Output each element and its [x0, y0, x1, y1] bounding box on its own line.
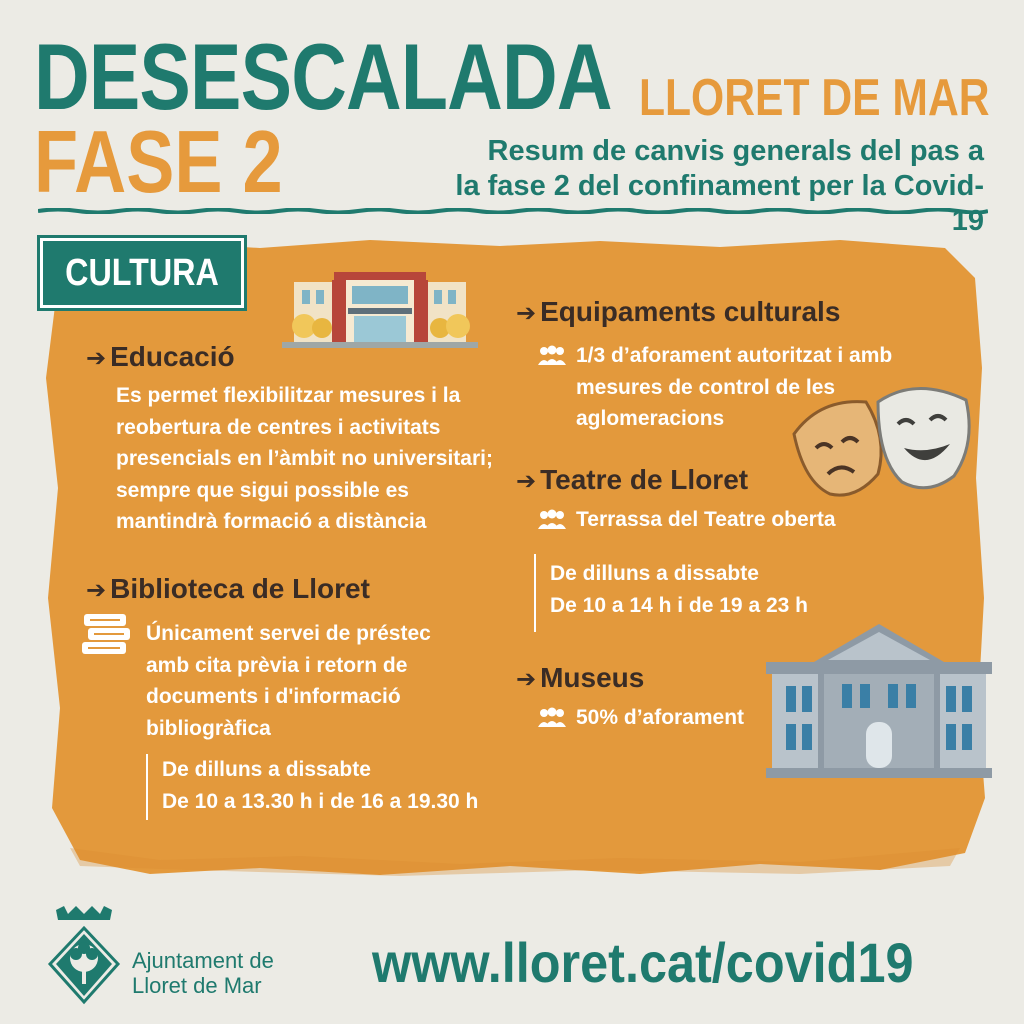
heading-educacio [86, 343, 235, 371]
school-building-icon [282, 272, 478, 348]
teatre-text [536, 504, 936, 536]
page-title: DESESCALADA [34, 24, 612, 129]
arrow-right-icon: ➔ [516, 666, 537, 693]
equipaments-line: aglomeracions [576, 407, 725, 430]
museus-text [536, 702, 776, 734]
educacio-line: mantindrà formació a distància [116, 510, 427, 533]
heading-biblioteca [86, 575, 370, 603]
section-tag-label: CULTURA [65, 252, 219, 294]
heading-biblioteca-label: Biblioteca de Lloret [110, 573, 370, 604]
heading-museus [516, 664, 644, 692]
people-icon [536, 345, 568, 367]
coat-of-arms-icon [46, 906, 122, 1006]
heading-equipaments-label: Equipaments culturals [540, 296, 841, 327]
heading-museus-label: Museus [540, 662, 645, 693]
arrow-right-icon: ➔ [86, 577, 107, 604]
heading-educacio-label: Educació [110, 341, 235, 372]
summary-text [424, 134, 984, 238]
educacio-line: sempre que sigui possible es [116, 478, 409, 502]
biblioteca-line: bibliogràfica [146, 716, 271, 740]
arrow-right-icon: ➔ [516, 468, 537, 495]
teatre-schedule [534, 554, 930, 632]
educacio-line: Es permet flexibilitzar mesures i la [116, 384, 461, 407]
heading-teatre-label: Teatre de Lloret [540, 464, 749, 495]
museum-building-icon [766, 622, 992, 778]
educacio-text [116, 380, 496, 538]
people-icon [536, 707, 568, 729]
organization-name [132, 948, 274, 999]
books-icon [80, 612, 132, 656]
arrow-right-icon: ➔ [86, 345, 107, 372]
biblioteca-text [146, 618, 486, 744]
heading-teatre [516, 466, 748, 494]
organization-line: Lloret de Mar [132, 973, 262, 999]
organization-line: Ajuntament de [132, 948, 274, 973]
header-divider [38, 208, 988, 214]
schedule-hours: De 10 a 14 h i de 19 a 23 h [550, 593, 808, 617]
museus-line: 50% d’aforament [576, 706, 745, 729]
heading-equipaments [516, 298, 840, 326]
website-link[interactable]: www.lloret.cat/covid19 [372, 931, 914, 994]
people-icon [536, 509, 568, 531]
biblioteca-line: documents i d'informació [146, 685, 401, 708]
teatre-line: Terrassa del Teatre oberta [576, 508, 836, 531]
schedule-days: De dilluns a dissabte [550, 562, 759, 585]
aforament-fraction: 1/3 [576, 344, 606, 367]
schedule-hours: De 10 a 13.30 h i de 16 a 19.30 h [162, 789, 479, 813]
phase-title: FASE 2 [34, 112, 283, 211]
educacio-line: reobertura de centres i activitats [116, 415, 441, 439]
schedule-days: De dilluns a dissabte [162, 758, 371, 781]
theatre-masks-icon [790, 378, 980, 502]
biblioteca-line: Únicament servei de préstec [146, 622, 431, 645]
biblioteca-line: amb cita prèvia i retorn de [146, 653, 408, 677]
town-title: LLORET DE MAR [639, 69, 990, 127]
arrow-right-icon: ➔ [516, 300, 537, 327]
section-tag-cultura [40, 238, 244, 308]
educacio-line: presencials en l’àmbit no universitari; [116, 447, 493, 470]
equipaments-line: mesures de control de les [576, 375, 836, 399]
equipaments-line: d’aforament autoritzat i amb [605, 344, 893, 367]
summary-line-2: la fase 2 del confinament per la Covid-19 [455, 169, 984, 237]
biblioteca-schedule [146, 754, 542, 820]
summary-line-1: Resum de canvis generals del pas a [487, 135, 984, 167]
